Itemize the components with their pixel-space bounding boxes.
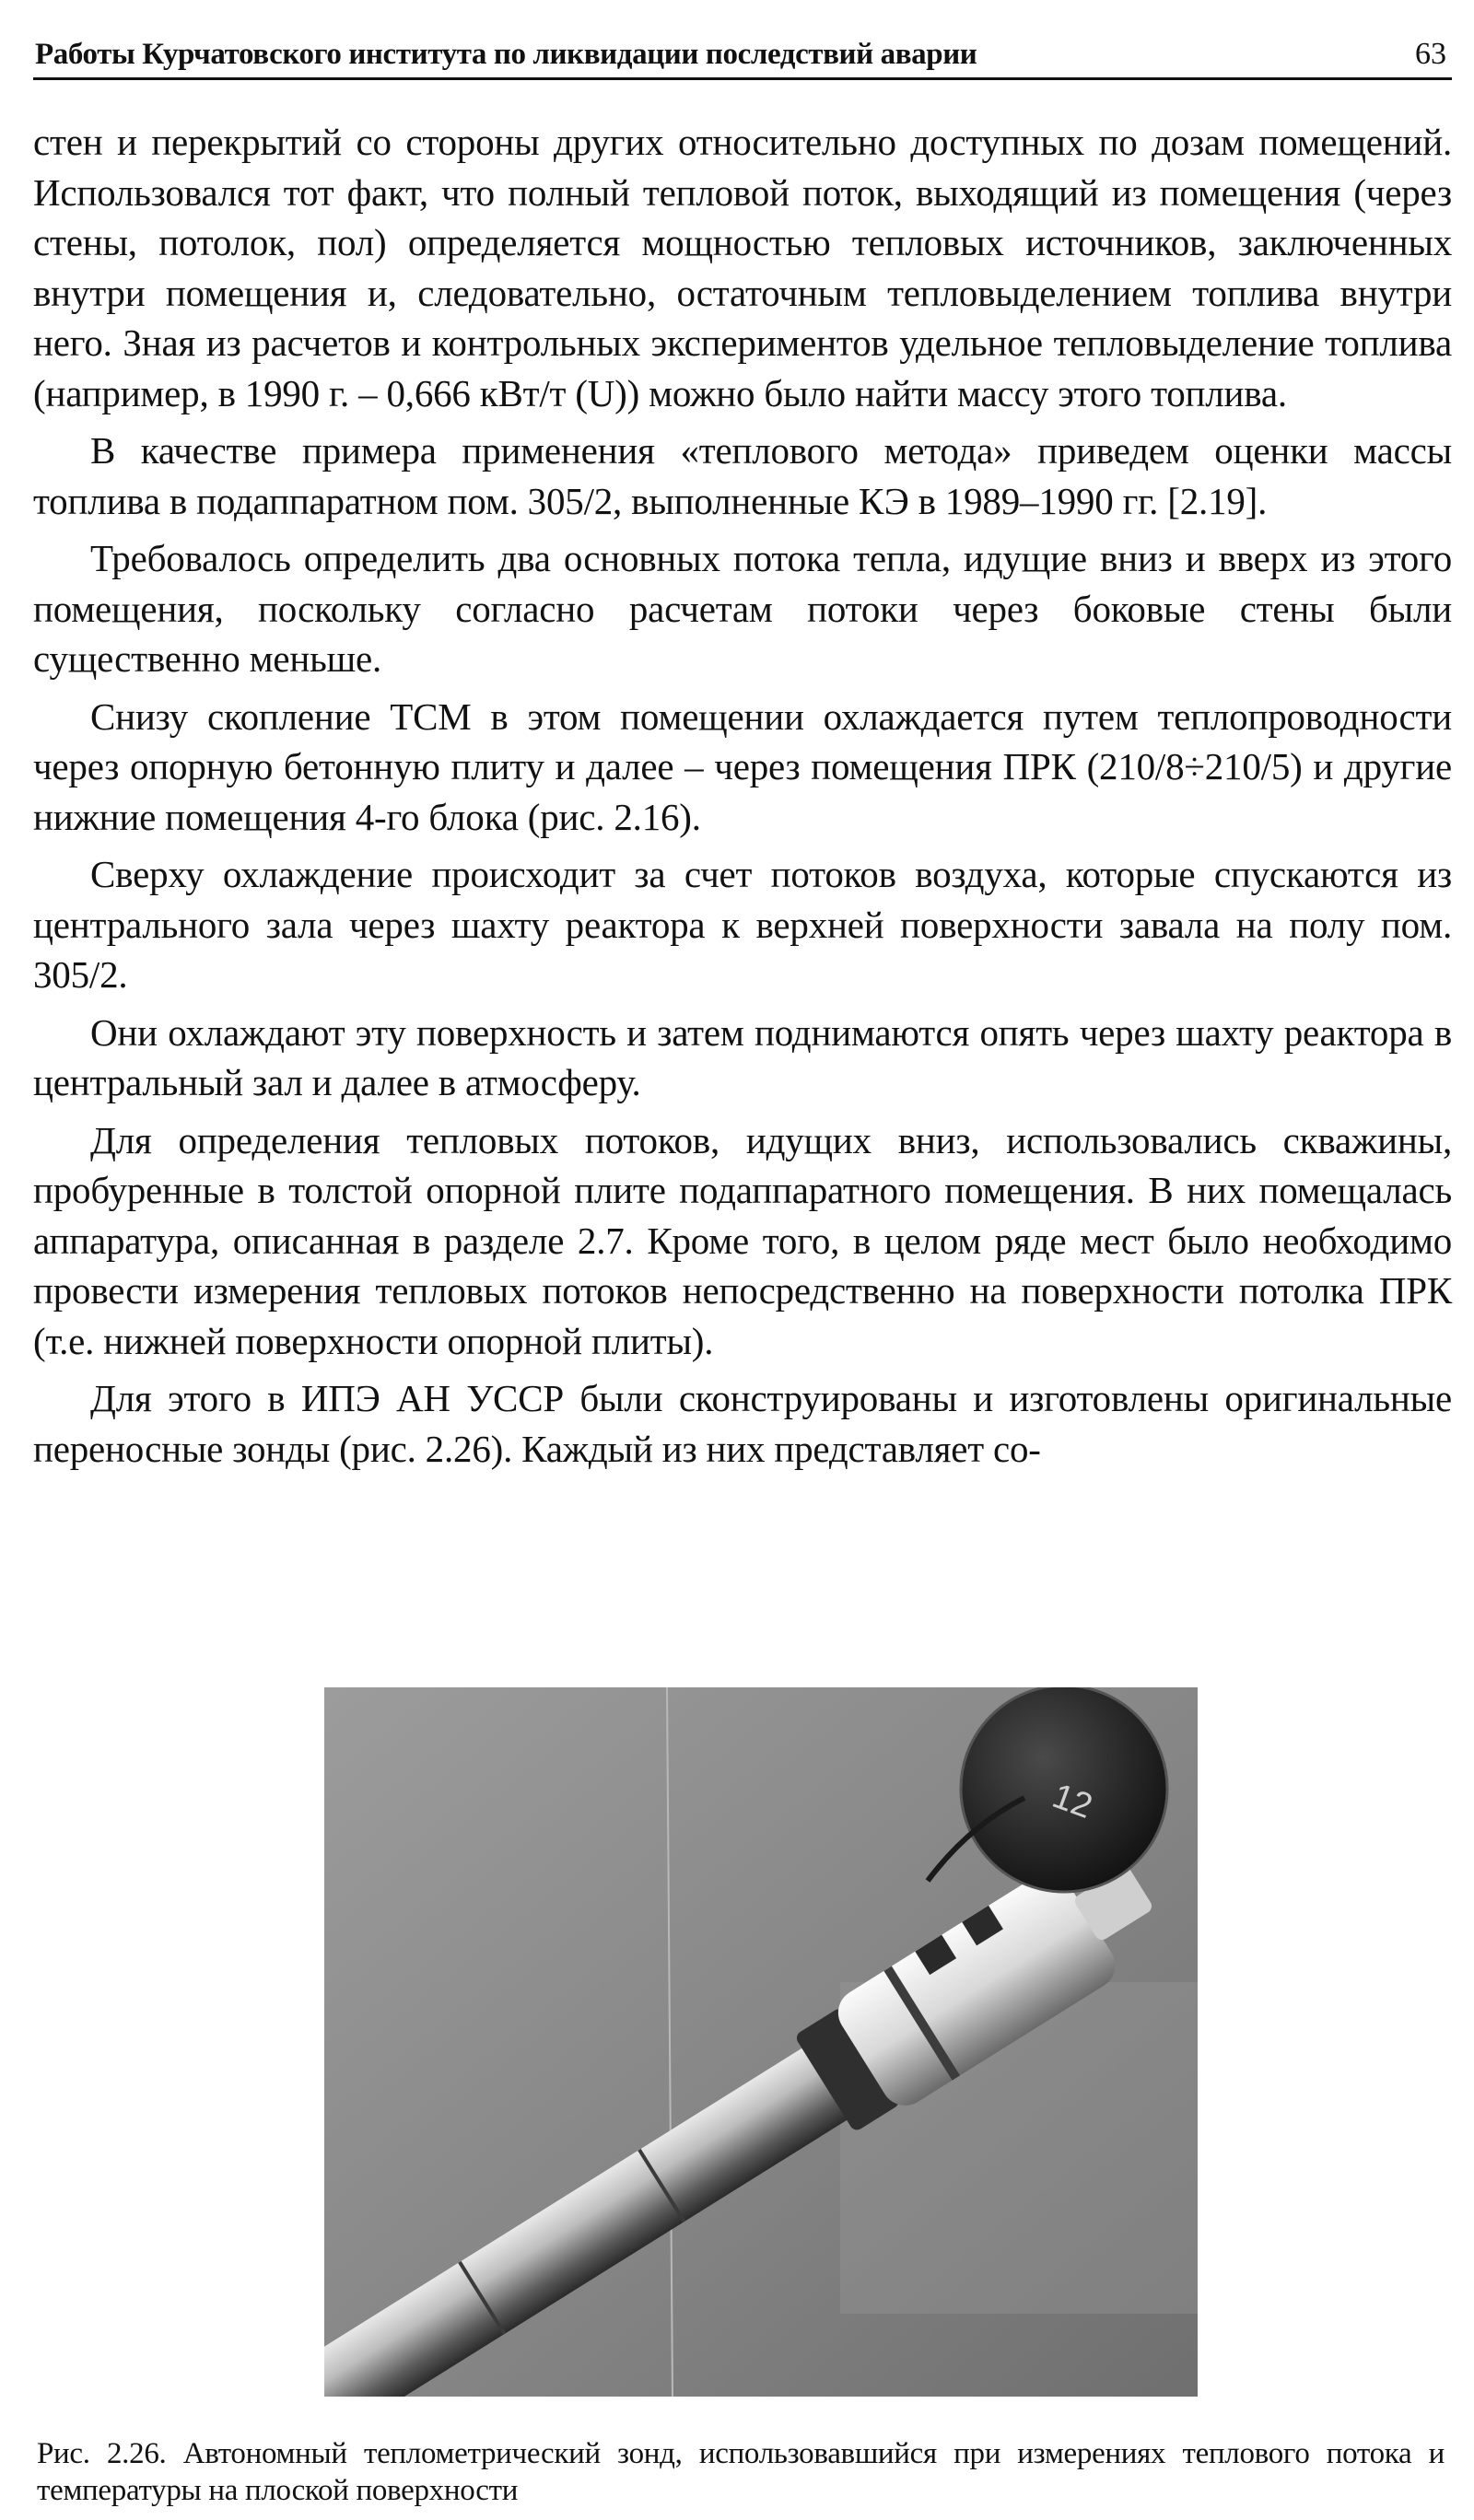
page-number: 63 (1415, 37, 1446, 71)
paragraph: Требовалось определить два основных потока тепла, идущие вниз и вверх из этого помещения, поскольку согласно расчетам потоки через боковые стены были существенно меньше. (33, 537, 1452, 680)
paragraph: Сверху охлаждение происходит за счет потоков воздуха, которые спускаются из центрального зала через шахту реактора к верхней поверхности завала на полу пом. 305/2. (33, 853, 1452, 996)
running-head (33, 28, 1452, 80)
paragraph: стен и перекрытий со стороны других относительно доступных по дозам помещений. Использовался тот факт, что полный тепловой поток, выходящий из помещения (через стены, потолок, пол) определяется мощностью тепловых источников, заключенных внутри помещения и, следовательно, остаточным тепловыделением топлива внутри него. Зная из расчетов и контрольных экспериментов удельное тепловыделение топлива (например, в 1990 г. – 0,666 кВт/т (U)) можно было найти массу этого топлива. (33, 121, 1452, 414)
paragraph: Снизу скопление ТСМ в этом помещении охлаждается путем теплопроводности через опорную бетонную плиту и далее – через помещения ПРК (210/8÷210/5) и другие нижние помещения 4-го блока (рис. 2.16). (33, 694, 1452, 838)
paragraph: В качестве примера применения «теплового метода» приведем оценки массы топлива в подаппаратном пом. 305/2, выполненные КЭ в 1989–1990 гг. [2.19]. (33, 429, 1452, 522)
probe-photo (324, 1687, 1198, 2397)
paragraph: Они охлаждают эту поверхность и затем поднимаются опять через шахту реактора в центральный зал и далее в атмосферу. (33, 1010, 1452, 1103)
paragraph: Для этого в ИПЭ АН УССР были сконструированы и изготовлены оригинальные переносные зонды (рис. 2.26). Каждый из них представляет со- (33, 1377, 1452, 1470)
probe-marking: 12 (1047, 1776, 1098, 1826)
figure-caption: Рис. 2.26. Автономный теплометрический зонд, использовавшийся при измерениях теплового потока и температуры на плоской поверхности (37, 2437, 1445, 2507)
book-page (33, 28, 1452, 2505)
body-text (33, 117, 1452, 1474)
paragraph: Для определения тепловых потоков, идущих вниз, использовались скважины, пробуренные в толстой опорной плите подаппаратного помещения. В них помещалась аппаратура, описанная в разделе 2.7. Кроме того, в целом ряде мест было необходимо провести измерения тепловых потоков непосредственно на поверхности потолка ПРК (т.е. нижней поверхности опорной плиты). (33, 1118, 1452, 1362)
probe-photo-drawing (324, 1687, 1198, 2397)
running-title: Работы Курчатовского института по ликвидации последствий аварии (35, 38, 977, 71)
